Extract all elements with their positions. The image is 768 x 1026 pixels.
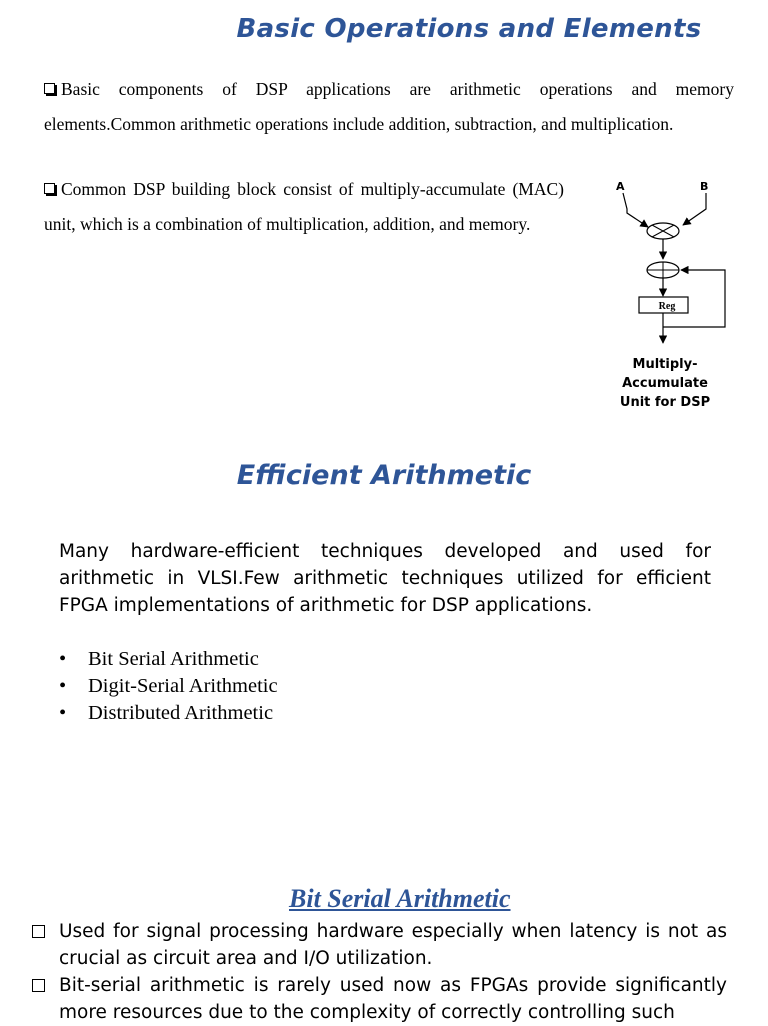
mac-input-a-label: A bbox=[616, 180, 625, 193]
list-item: • Bit Serial Arithmetic bbox=[59, 646, 278, 673]
paragraph-basic-components bbox=[44, 72, 734, 141]
adder-icon bbox=[647, 262, 679, 278]
section-title-efficient-arithmetic: Efficient Arithmetic bbox=[236, 460, 532, 491]
list-item-text: Used for signal processing hardware especially when latency is not as crucial as circuit area and I/O utilization. bbox=[59, 921, 727, 969]
arithmetic-techniques-list bbox=[59, 646, 278, 727]
checkbox-bullet-icon bbox=[32, 925, 45, 938]
mac-caption-line2: Unit for DSP bbox=[619, 395, 711, 410]
mac-input-a-wire bbox=[623, 193, 648, 227]
mac-diagram-caption bbox=[590, 355, 740, 412]
list-item: • Distributed Arithmetic bbox=[59, 700, 278, 727]
list-item bbox=[32, 972, 727, 1026]
section-title-basic-operations: Basic Operations and Elements bbox=[236, 14, 702, 44]
list-item: • Digit-Serial Arithmetic bbox=[59, 673, 278, 700]
section-title-bit-serial: Bit Serial Arithmetic bbox=[289, 884, 511, 913]
mac-input-b-label: B bbox=[700, 180, 709, 193]
paragraph-mac-unit bbox=[44, 172, 564, 241]
checkbox-bullet-icon bbox=[44, 183, 55, 194]
checkbox-bullet-icon bbox=[44, 83, 55, 94]
mac-caption-line1: Multiply-Accumulate bbox=[622, 357, 708, 391]
mac-unit-diagram bbox=[590, 175, 740, 355]
paragraph-basic-components-text: Basic components of DSP applications are arithmetic operations and memory elements.Common arithmetic operations include addition, subtraction, and multiplication. bbox=[44, 79, 734, 134]
checkbox-bullet-icon bbox=[32, 979, 45, 992]
paragraph-mac-unit-text: Common DSP building block consist of multiply-accumulate (MAC) unit, which is a combination of multiplication, addition, and memory. bbox=[44, 179, 564, 234]
register-label: Reg bbox=[658, 301, 676, 312]
list-item bbox=[32, 918, 727, 972]
bit-serial-list bbox=[32, 918, 727, 1026]
list-item-text: Bit-serial arithmetic is rarely used now as FPGAs provide significantly more resources due to the complexity of correctly controlling such bbox=[59, 975, 727, 1023]
paragraph-efficient-arithmetic: Many hardware-efficient techniques developed and used for arithmetic in VLSI.Few arithmetic techniques utilized for efficient FPGA implementations of arithmetic for DSP applications. bbox=[59, 541, 711, 616]
multiplier-icon bbox=[647, 223, 679, 239]
mac-input-b-wire bbox=[683, 193, 706, 225]
